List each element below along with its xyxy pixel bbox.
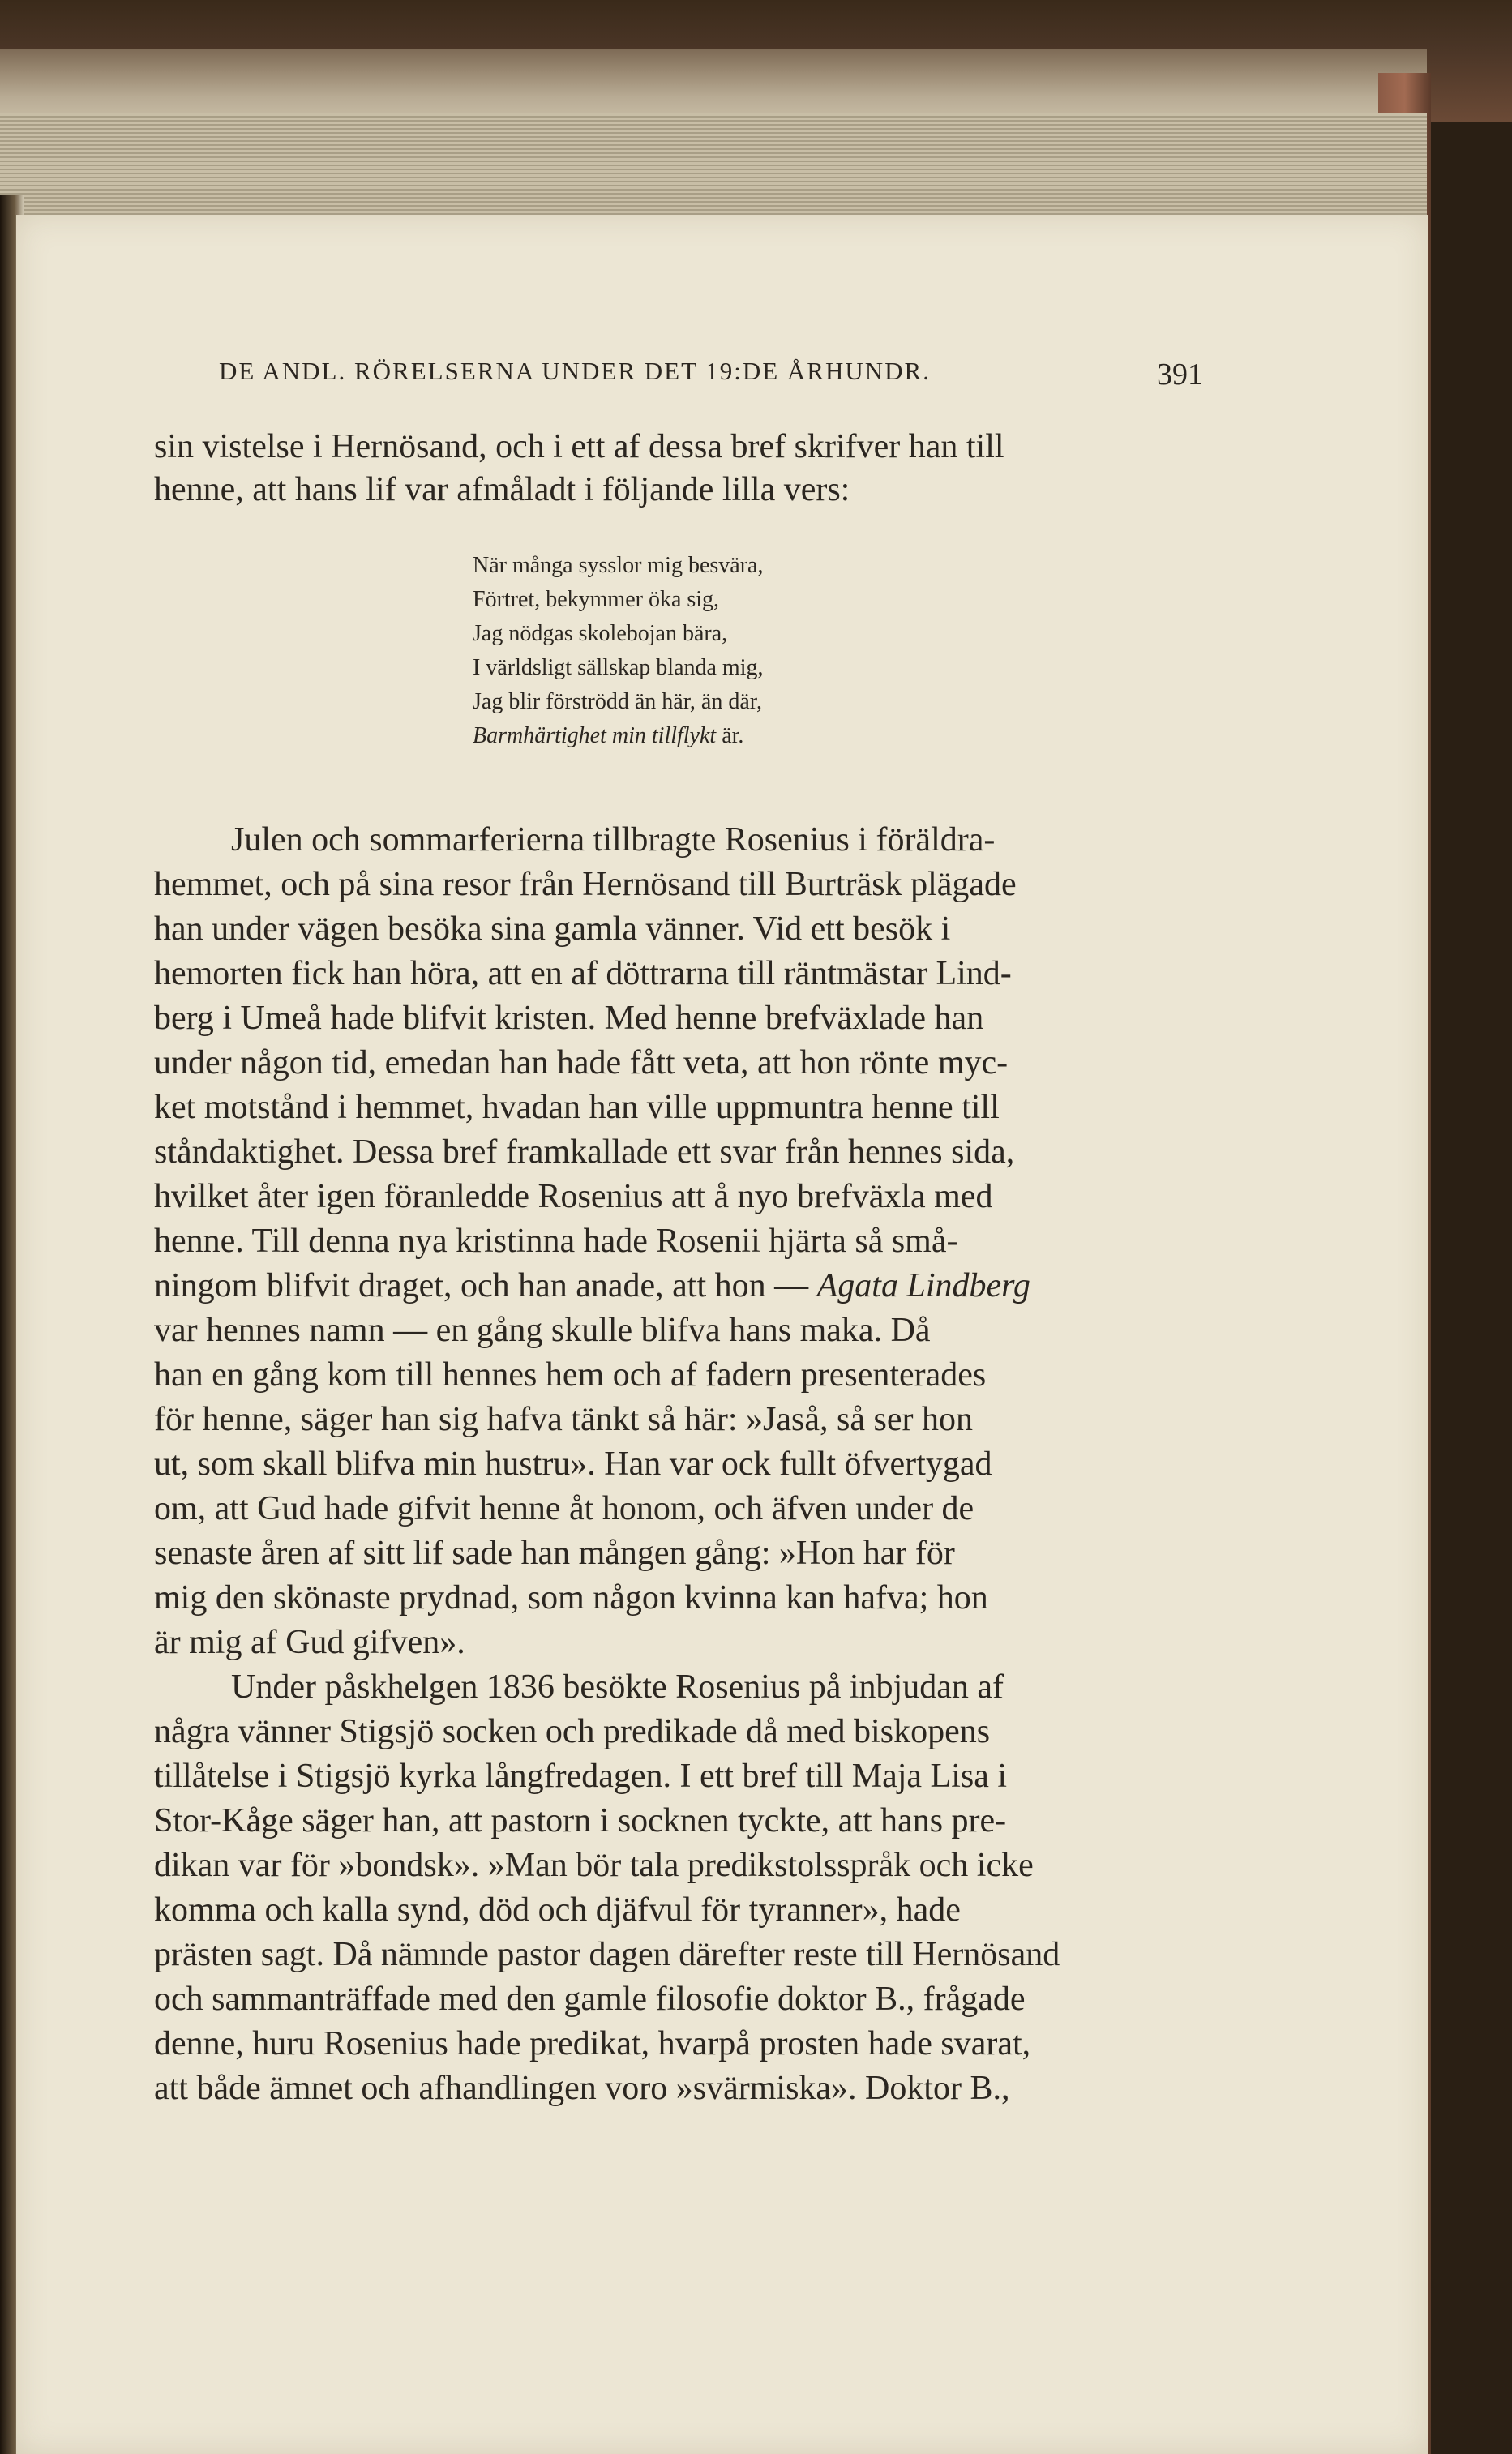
text-line: han under vägen besöka sina gamla vänner. Vid ett besök i (154, 910, 951, 948)
text-line: denne, huru Rosenius hade predikat, hvarpå prosten hade svarat, (154, 2025, 1031, 2062)
text-line-agata (154, 1265, 1030, 1307)
verse-final-text: är. (722, 723, 744, 748)
text-line: ut, som skall blifva min hustru». Han var ock fullt öfvertygad (154, 1445, 992, 1483)
text-line: hemmet, och på sina resor från Hernösand till Burträsk plägade (154, 866, 1017, 903)
text-line: Under påskhelgen 1836 besökte Rosenius på inbjudan af (231, 1668, 1004, 1706)
text-line: mig den skönaste prydnad, som någon kvinna kan hafva; hon (154, 1579, 988, 1617)
text-before-name: ningom blifvit draget, och han anade, att hon — (154, 1267, 809, 1304)
text-line: hvilket åter igen föranledde Rosenius att å nyo brefväxla med (154, 1178, 993, 1215)
text-line: ståndaktighet. Dessa bref framkallade ett svar från hennes sida, (154, 1133, 1015, 1171)
text-line: henne, att hans lif var afmåladt i följande lilla vers: (154, 471, 850, 508)
text-line: om, att Gud hade gifvit henne åt honom, och äfven under de (154, 1490, 974, 1527)
verse-line: Jag nödgas skolebojan bära, (473, 621, 728, 646)
text-line: Stor-Kåge säger han, att pastorn i socknen tyckte, att hans pre- (154, 1802, 1007, 1839)
text-line: för henne, säger han sig hafva tänkt så här: »Jaså, så ser hon (154, 1401, 973, 1438)
page-stack-edges (0, 113, 1427, 219)
page-number: 391 (1157, 358, 1203, 392)
italic-name: Agata Lindberg (816, 1267, 1030, 1304)
text-line: dikan var för »bondsk». »Man bör tala predikstolsspråk och icke (154, 1847, 1034, 1884)
text-line: berg i Umeå hade blifvit kristen. Med henne brefväxlade han (154, 1000, 984, 1037)
verse-line: Jag blir förströdd än här, än där, (473, 689, 762, 714)
text-line: några vänner Stigsjö socken och predikade då med biskopens (154, 1713, 991, 1750)
verse-italic-text: Barmhärtighet min tillflykt (473, 723, 717, 748)
text-line: henne. Till denna nya kristinna hade Rosenii hjärta så små- (154, 1223, 958, 1260)
text-line: sin vistelse i Hernösand, och i ett af dessa bref skrifver han till (154, 428, 1004, 465)
text-line: hemorten fick han höra, att en af döttrarna till räntmästar Lind- (154, 955, 1012, 992)
verse-line: När många sysslor mig besvära, (473, 553, 764, 578)
verse-line-final (473, 720, 743, 752)
text-line: under någon tid, emedan han hade fått veta, att hon rönte myc- (154, 1044, 1009, 1081)
verse-line: I världsligt sällskap blanda mig, (473, 655, 764, 680)
text-line: var hennes namn — en gång skulle blifva hans maka. Då (154, 1312, 931, 1349)
text-line: Julen och sommarferierna tillbragte Rosenius i föräldra- (231, 821, 996, 859)
text-line: prästen sagt. Då nämnde pastor dagen därefter reste till Hernösand (154, 1936, 1060, 1973)
text-line: han en gång kom till hennes hem och af fadern presenterades (154, 1356, 987, 1394)
text-line: att både ämnet och afhandlingen voro »svärmiska». Doktor B., (154, 2070, 1010, 2107)
text-line: ket motstånd i hemmet, hvadan han ville uppmuntra henne till (154, 1089, 1000, 1126)
text-line: är mig af Gud gifven». (154, 1624, 465, 1661)
running-head: DE ANDL. RÖRELSERNA UNDER DET 19:DE ÅRHUNDR. (219, 357, 931, 385)
text-line: tillåtelse i Stigsjö kyrka långfredagen. I ett bref till Maja Lisa i (154, 1758, 1008, 1795)
text-line: och sammanträffade med den gamle filosofie doktor B., frågade (154, 1981, 1026, 2018)
text-line: senaste åren af sitt lif sade han mången gång: »Hon har för (154, 1535, 955, 1572)
text-line: komma och kalla synd, död och djäfvul för tyranner», hade (154, 1891, 961, 1929)
verse-line: Förtret, bekymmer öka sig, (473, 587, 720, 612)
